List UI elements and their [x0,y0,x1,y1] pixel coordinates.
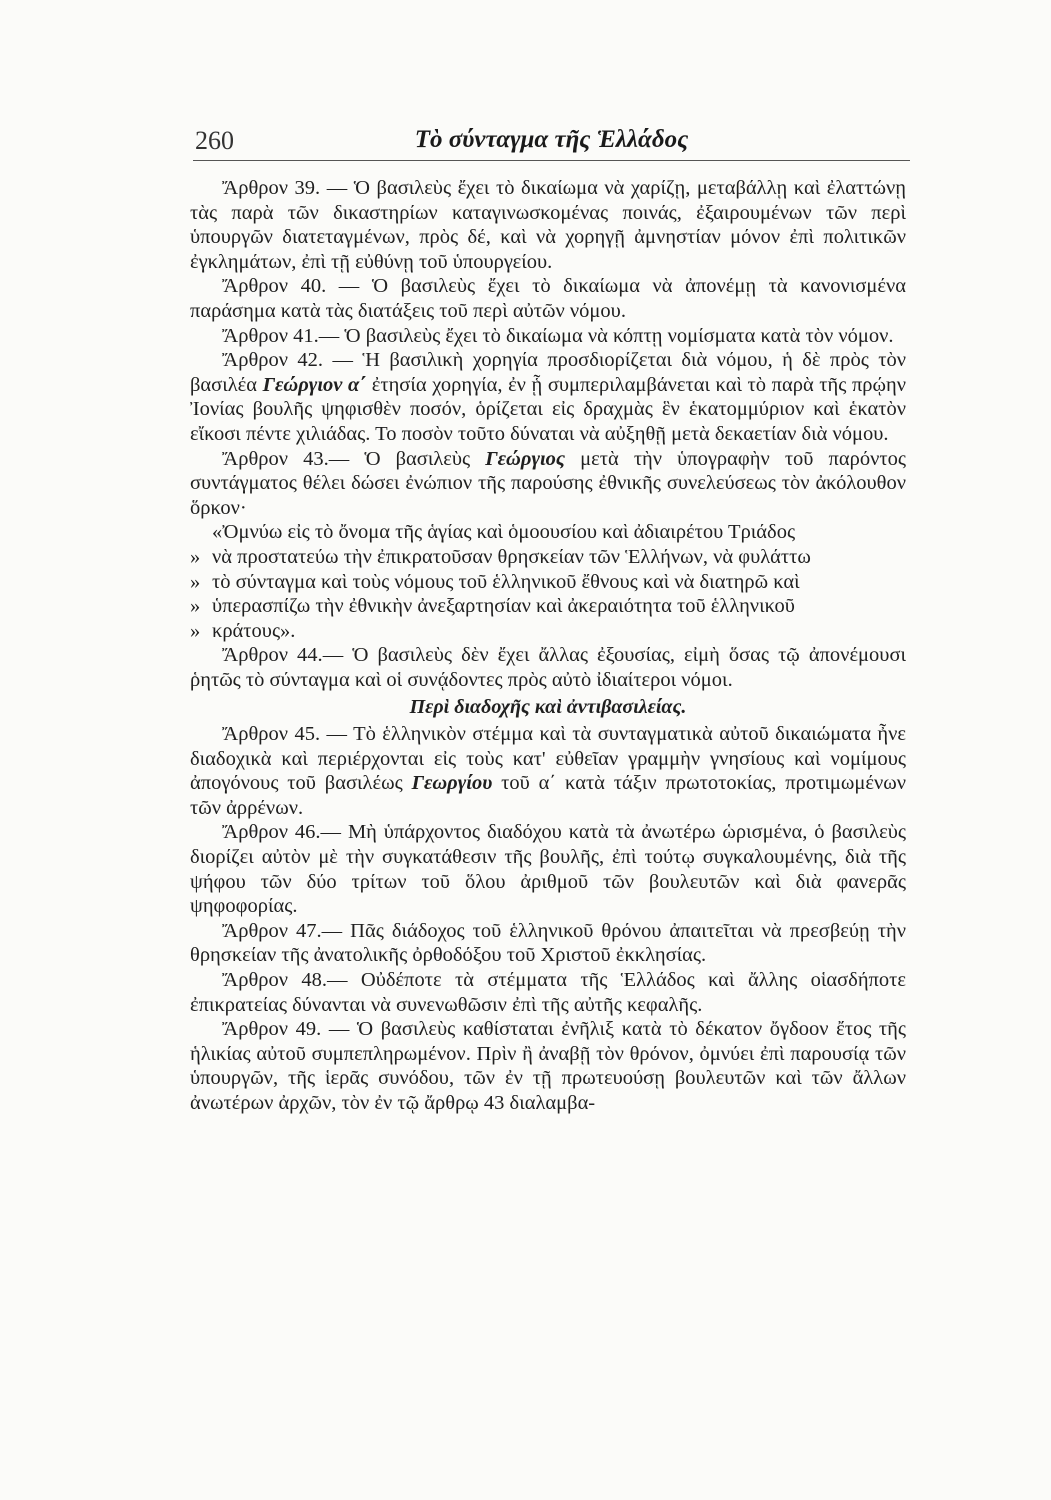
oath-line-5: » κράτους». [190,619,296,642]
oath-line-3: » τὸ σύνταγμα καὶ τοὺς νόμους τοῦ ἑλληνικοῦ ἔθνους καὶ νὰ διατηρῶ καὶ [190,570,800,593]
article-45 [190,722,906,820]
article-text: — Ὁ βασιλεὺς καθίσταται ἐνῆλιξ κατὰ τὸ δέκατον ὄγδοον ἔτος τῆς ἡλικίας αὐτοῦ συμπεπληρωμένον. Πρὶν ἢ ἀναβῇ τὸν θρόνον, ὀμνύει ἐπὶ παρουσίᾳ τῶν ὑπουργῶν, τῆς ἱερᾶς συνόδου, τῶν ἐν τῇ πρωτευούσῃ βουλευτῶν καὶ τῶν ἄλλων ἀνωτέρων ἀρχῶν, τὸν ἐν τῷ ἄρθρῳ 43 διαλαμβα- [190,1018,906,1114]
quote-mark: » [190,619,201,642]
article-text: — Ὁ βασιλεὺς ἔχει τὸ δικαίωμα νὰ κόπτῃ νομίσματα κατὰ τὸν νόμον. [318,324,894,347]
article-label: Ἄρθρον 49. [222,1018,322,1041]
article-43 [190,447,906,521]
article-text: τοῦ α΄ κατὰ τάξιν πρωτοτοκίας, προτιμωμένων τῶν ἀρρένων. [190,772,906,819]
article-label: Ἄρθρον 39. [222,177,321,199]
article-text: — Μὴ ὑπάρχοντος διαδόχου κατὰ τὰ ἀνωτέρω ὡρισμένα, ὁ βασιλεὺς διορίζει αὐτὸν μὲ τὴν συγκατάθεσιν τῆς βουλῆς, ἐπὶ τούτῳ συγκαλουμένης, διὰ τῆς ψήφου τῶν δύο τρίτων τοῦ ὅλου ἀριθμοῦ τῶν βουλευτῶν καὶ διὰ φανερᾶς ψηφοφορίας. [190,821,906,918]
king-name: Γεωργίου [411,772,493,795]
page-body [190,176,906,1116]
page-header [193,126,910,161]
page-number: 260 [195,126,234,155]
oath-line-4: » ὑπερασπίζω τὴν ἐθνικὴν ἀνεξαρτησίαν καὶ ἀκεραιότητα τοῦ ἑλληνικοῦ [190,595,795,618]
article-label: Ἄρθρον 46. [222,821,321,844]
article-text: ἐτησία χορηγία, ἐν ᾗ συμπεριλαμβάνεται καὶ τὸ παρὰ τῆς πρῴην Ἰονίας βουλῆς ψηφισθὲν ποσόν, ὁρίζεται εἰς δραχμὰς ἓν ἑκατομμύριον καὶ ἑκατὸν εἴκοσι πέντε χιλιάδας. Το ποσὸν τοῦτο δύναται νὰ αὐξηθῇ μετὰ δεκαετίαν διὰ νόμου. [190,373,907,445]
article-text: — Ὁ βασιλεὺς [328,447,486,470]
article-44 [190,643,906,692]
article-41 [190,324,906,349]
quote-mark: » [190,595,201,618]
article-47 [190,919,906,968]
article-text: — Οὐδέποτε τὰ στέμματα τῆς Ἑλλάδος καὶ ἄλλης οἱασδήποτε ἐπικρατείας δύνανται νὰ συνενωθῶσιν ἐπὶ τῆς αὐτῆς κεφαλῆς. [190,969,906,1016]
article-label: Ἄρθρον 44. [222,644,323,667]
article-label: Ἄρθρον 40. [222,275,327,298]
oath-line-2: » νὰ προστατεύω τὴν ἐπικρατοῦσαν θρησκείαν τῶν Ἑλλήνων, νὰ φυλάττω [190,545,811,568]
article-label: Ἄρθρον 47. [222,919,322,942]
quote-mark: » [190,570,201,593]
article-49 [190,1017,906,1115]
quote-mark: » [190,545,201,568]
article-label: Ἄρθρον 45. [222,723,321,746]
article-text: — Ἡ βασιλικὴ χορηγία προσδιορίζεται διὰ νόμου, ἡ δὲ πρὸς τὸν βασιλέα [190,349,907,396]
article-text: — Ὁ βασιλεὺς δὲν ἔχει ἄλλας ἐξουσίας, εἰμὴ ὅσας τῷ ἀπονέμουσι ῥητῶς τὸ σύνταγμα καὶ οἱ συνᾴδοντες πρὸς αὐτὸ ἰδιαίτεροι νόμοι. [190,644,907,691]
article-text: — Πᾶς διάδοχος τοῦ ἑλληνικοῦ θρόνου ἀπαιτεῖται νὰ πρεσβεύῃ τὴν θρησκείαν τῆς ἀνατολικῆς ὀρθοδόξου τοῦ Χριστοῦ ἐκκλησίας. [190,919,907,967]
article-label: Ἄρθρον 41. [222,324,319,347]
king-name: Γεώργιον α΄ [262,373,367,396]
article-46 [190,820,906,918]
article-48 [190,968,906,1017]
king-name: Γεώργιος [485,447,566,470]
article-label: Ἄρθρον 48. [222,969,328,991]
oath-line-1: «Ὀμνύω εἰς τὸ ὄνομα τῆς ἁγίας καὶ ὁμοουσίου καὶ ἀδιαιρέτου Τριάδος [212,521,796,544]
article-39 [190,176,906,274]
section-heading: Περὶ διαδοχῆς καὶ ἀντιβασιλείας. [409,696,687,719]
article-40 [190,274,906,323]
article-label: Ἄρθρον 43. [222,447,329,470]
article-42 [190,348,906,446]
running-title: Τὸ σύνταγμα τῆς Ἑλλάδος [414,126,689,153]
article-text: — Τὸ ἑλληνικὸν στέμμα καὶ τὰ συνταγματικὰ αὐτοῦ δικαιώματα ἦνε διαδοχικὰ καὶ περιέρχονται εἰς τοὺς κατ' εὐθεῖαν γραμμὴν γνησίους καὶ νομίμους ἀπογόνους τοῦ βασιλέως [190,723,906,795]
article-text: — Ὁ βασιλεὺς ἔχει τὸ δικαίωμα νὰ ἀπονέμῃ τὰ κανονισμένα παράσημα κατὰ τὰς διατάξεις τοῦ περὶ αὐτῶν νόμου. [190,275,906,322]
article-text: — Ὁ βασιλεὺς ἔχει τὸ δικαίωμα νὰ χαρίζῃ, μεταβάλλῃ καὶ ἐλαττώνῃ τὰς παρὰ τῶν δικαστηρίων καταγινωσκομένας ποινάς, ἐξαιρουμένων τῶν περὶ ὑπουργῶν διατεταγμένων, πρὸς δέ, καὶ νὰ χορηγῇ ἀμνηστίαν μόνον ἐπὶ πολιτικῶν ἐγκλημάτων, ἐπὶ τῇ εὐθύνῃ τοῦ ὑπουργείου. [190,177,907,273]
article-text: μετὰ τὴν ὑπογραφὴν τοῦ παρόντος συντάγματος θέλει δώσει ἐνώπιον τῆς παρούσης ἐθνικῆς συνελεύσεως τὸν ἀκόλουθον ὅρκον· [190,447,906,519]
article-label: Ἄρθρον 42. [222,349,324,372]
